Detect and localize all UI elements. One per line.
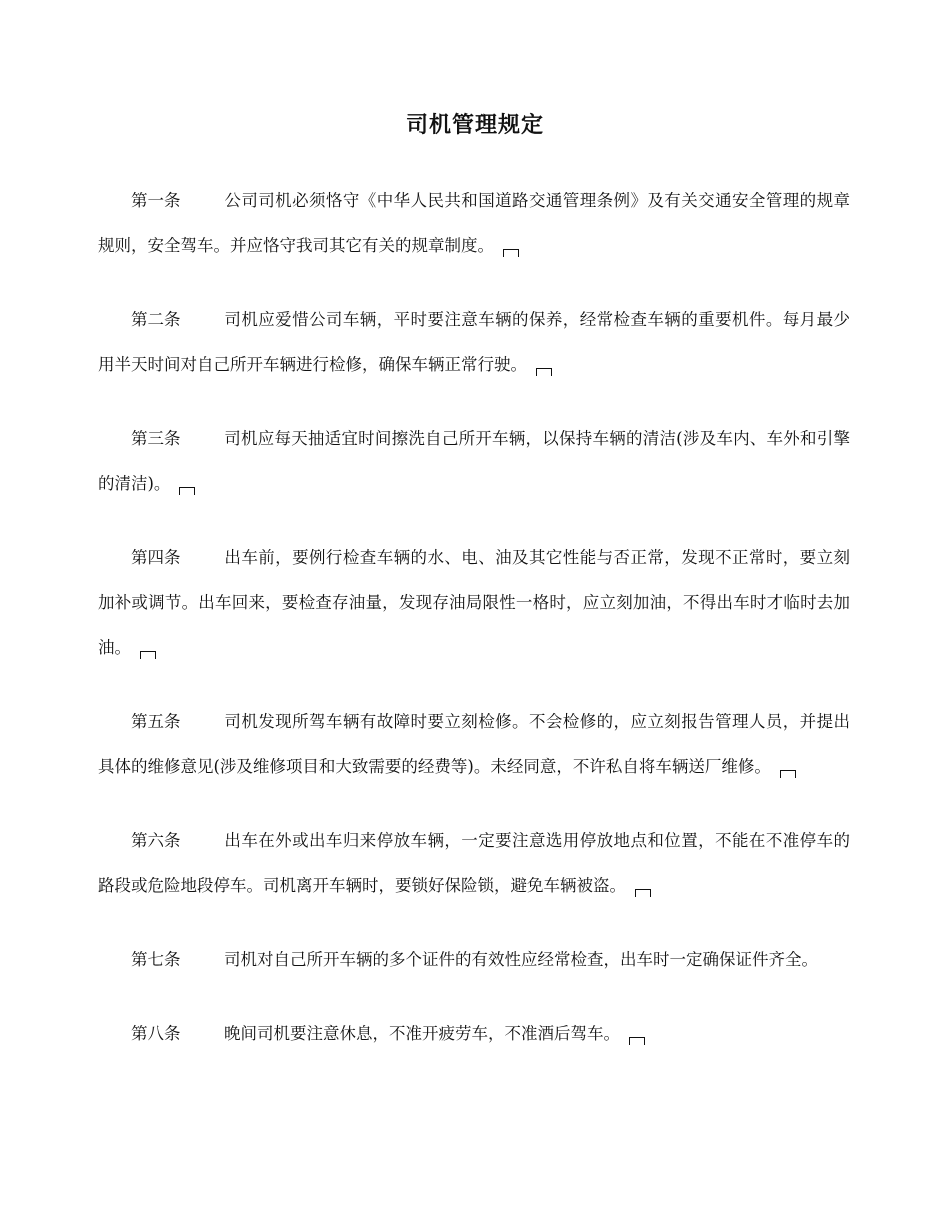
- article-text: 出车在外或出车归来停放车辆，一定要注意选用停放地点和位置，不能在不准停车的路段或危险地段停车。司机离开车辆时，要锁好保险锁，避免车辆被盗。: [98, 831, 850, 895]
- article-text: 公司司机必须恪守《中华人民共和国道路交通管理条例》及有关交通安全管理的规章规则，安全驾车。并应恪守我司其它有关的规章制度。: [98, 191, 850, 255]
- article-8: [98, 1011, 850, 1056]
- article-text: 司机对自己所开车辆的多个证件的有效性应经常检查，出车时一定确保证件齐全。: [224, 950, 818, 969]
- paragraph-mark-icon: [179, 487, 195, 495]
- article-number: 第七条: [131, 950, 181, 969]
- article-list: [98, 178, 850, 1085]
- article-3: [98, 416, 850, 506]
- article-text: 司机应每天抽适宜时间擦洗自己所开车辆，以保持车辆的清洁(涉及车内、车外和引擎的清洁)。: [98, 429, 850, 493]
- article-1: [98, 178, 850, 268]
- paragraph-mark-icon: [140, 651, 156, 659]
- article-4: [98, 535, 850, 670]
- article-number: 第三条: [131, 429, 181, 448]
- paragraph-mark-icon: [536, 368, 552, 376]
- article-5: [98, 699, 850, 789]
- article-number: 第二条: [131, 310, 181, 329]
- article-text: 晚间司机要注意休息，不准开疲劳车，不准酒后驾车。: [224, 1024, 620, 1043]
- article-number: 第八条: [131, 1024, 181, 1043]
- article-number: 第五条: [131, 712, 181, 731]
- article-number: 第六条: [131, 831, 181, 850]
- article-6: [98, 818, 850, 908]
- article-text: 司机应爱惜公司车辆，平时要注意车辆的保养，经常检查车辆的重要机件。每月最少用半天时间对自己所开车辆进行检修，确保车辆正常行驶。: [98, 310, 850, 374]
- paragraph-mark-icon: [635, 889, 651, 897]
- article-text: 出车前，要例行检查车辆的水、电、油及其它性能与否正常，发现不正常时，要立刻加补或调节。出车回来，要检查存油量，发现存油局限性一格时，应立刻加油，不得出车时才临时去加油。: [98, 548, 850, 657]
- paragraph-mark-icon: [503, 249, 519, 257]
- paragraph-mark-icon: [780, 770, 796, 778]
- article-number: 第四条: [131, 548, 181, 567]
- paragraph-mark-icon: [629, 1037, 645, 1045]
- page-title: 司机管理规定: [405, 113, 544, 138]
- article-2: [98, 297, 850, 387]
- article-text: 司机发现所驾车辆有故障时要立刻检修。不会检修的，应立刻报告管理人员，并提出具体的维修意见(涉及维修项目和大致需要的经费等)。未经同意，不许私自将车辆送厂维修。: [98, 712, 850, 776]
- article-number: 第一条: [131, 191, 181, 210]
- article-7: [98, 937, 850, 982]
